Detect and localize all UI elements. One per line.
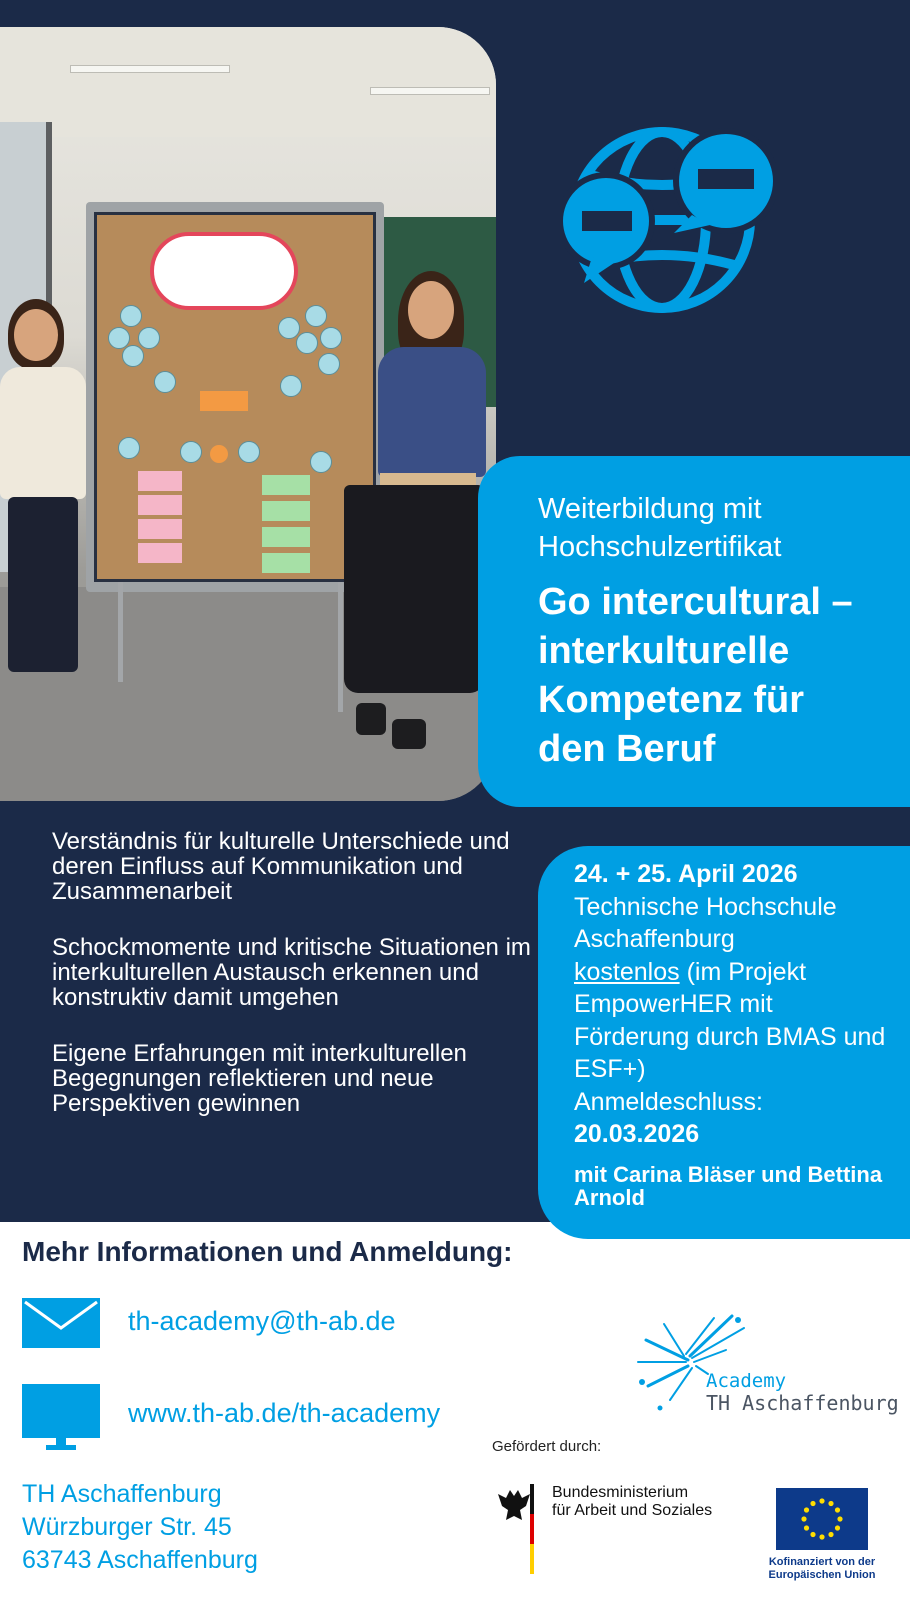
course-goals [52, 829, 532, 1147]
photo-poster-circle [122, 345, 144, 367]
subtitle [538, 490, 880, 566]
photo-poster-note [262, 475, 310, 495]
subtitle-line: Weiterbildung mit [538, 493, 762, 525]
website-link[interactable]: www.th-ab.de/th-academy [128, 1398, 441, 1428]
info-heading: Mehr Informationen und Anmeldung: [22, 1236, 513, 1267]
course-title-line: Kompetenz für [538, 679, 804, 721]
eu-caption-line: Europäischen Union [768, 1569, 876, 1581]
photo-poster-circle [138, 327, 160, 349]
cost-note: (im Projekt EmpowerHER mit Förderung durch BMAS und ESF+) [574, 957, 886, 1083]
photo-poster-circle [310, 451, 332, 473]
photo-poster-note [210, 445, 228, 463]
academy-logo-line: Academy [706, 1370, 787, 1392]
photo-poster-circle [120, 305, 142, 327]
funded-by-label: Gefördert durch: [492, 1438, 602, 1455]
photo-poster-note [138, 543, 182, 563]
monitor-icon [22, 1384, 100, 1450]
photo-poster-cloud [150, 232, 298, 310]
photo-pants [8, 497, 78, 672]
photo-poster-circle [305, 305, 327, 327]
address-line: TH Aschaffenburg [22, 1480, 222, 1508]
photo-poster-circle [118, 437, 140, 459]
mail-icon [22, 1298, 100, 1348]
photo-face [14, 309, 58, 361]
photo-blouse [0, 367, 86, 499]
bmas-logo-text [552, 1484, 712, 1520]
photo-poster-circle [180, 441, 202, 463]
course-goal: Schockmomente und kritische Situationen im interkulturellen Austausch erkennen und konstruktiv damit umgehen [52, 934, 531, 1011]
course-title-line: Go intercultural – [538, 581, 853, 623]
course-title-line: den Beruf [538, 728, 716, 770]
event-details-box [538, 846, 910, 1239]
event-date: 24. + 25. April 2026 [574, 860, 798, 888]
photo-ceiling-light [370, 87, 490, 95]
photo-blouse [378, 347, 486, 477]
event-place: Technische Hochschule [574, 892, 837, 921]
postal-address [22, 1478, 258, 1577]
title-box [478, 456, 910, 807]
address-line: 63743 Aschaffenburg [22, 1546, 258, 1574]
photo-shoe [356, 703, 386, 735]
bmas-line: Bundesministerium [552, 1484, 689, 1501]
subtitle-line: Hochschulzertifikat [538, 531, 782, 563]
photo-poster-note [200, 391, 248, 411]
photo-poster-circle [154, 371, 176, 393]
address-line: Würzburger Str. 45 [22, 1513, 232, 1541]
photo-poster-note [262, 527, 310, 547]
photo-poster-circle [318, 353, 340, 375]
academy-logo-text [706, 1370, 899, 1414]
photo-poster-note [138, 519, 182, 539]
photo-skirt [344, 485, 484, 693]
event-place: Aschaffenburg [574, 925, 735, 953]
deadline-date: 20.03.2026 [574, 1120, 700, 1148]
photo-board-leg [118, 582, 123, 682]
photo-board-leg [338, 582, 343, 712]
photo-poster-note [262, 553, 310, 573]
cost-free-label: kostenlos [574, 957, 680, 986]
globe-chat-icon [562, 125, 776, 313]
photo-poster-note [138, 495, 182, 515]
academy-logo-line: TH Aschaffenburg [706, 1391, 899, 1415]
photo-poster-circle [280, 375, 302, 397]
deadline-label: Anmeldeschluss: [574, 1087, 763, 1116]
course-title [538, 578, 880, 774]
event-cost [574, 956, 890, 1086]
eu-flag-logo [776, 1488, 868, 1550]
event-trainers: mit Carina Bläser und Bettina Arnold [574, 1161, 883, 1210]
photo-poster-circle [278, 317, 300, 339]
photo-ceiling [0, 27, 496, 137]
course-goal: Verständnis für kulturelle Unterschiede und deren Einfluss auf Kommunikation und Zusammenarbeit [52, 828, 510, 905]
photo-poster-circle [238, 441, 260, 463]
photo-poster-note [138, 471, 182, 491]
bmas-line: für Arbeit und Soziales [552, 1502, 713, 1519]
photo-shoe [392, 719, 426, 749]
workshop-photo [0, 27, 496, 801]
email-link[interactable]: th-academy@th-ab.de [128, 1306, 396, 1336]
eu-cofunding-caption [762, 1556, 882, 1582]
photo-poster-circle [320, 327, 342, 349]
photo-face [408, 281, 454, 339]
eu-caption-line: Kofinanziert von der [768, 1556, 876, 1568]
photo-ceiling-light [70, 65, 230, 73]
course-goal: Eigene Erfahrungen mit interkulturellen Begegnungen reflektieren und neue Perspektiven gewinnen [52, 1040, 467, 1117]
photo-poster-note [262, 501, 310, 521]
federal-eagle-logo [492, 1484, 536, 1574]
course-title-line: interkulturelle [538, 630, 790, 672]
photo-poster-circle [296, 332, 318, 354]
